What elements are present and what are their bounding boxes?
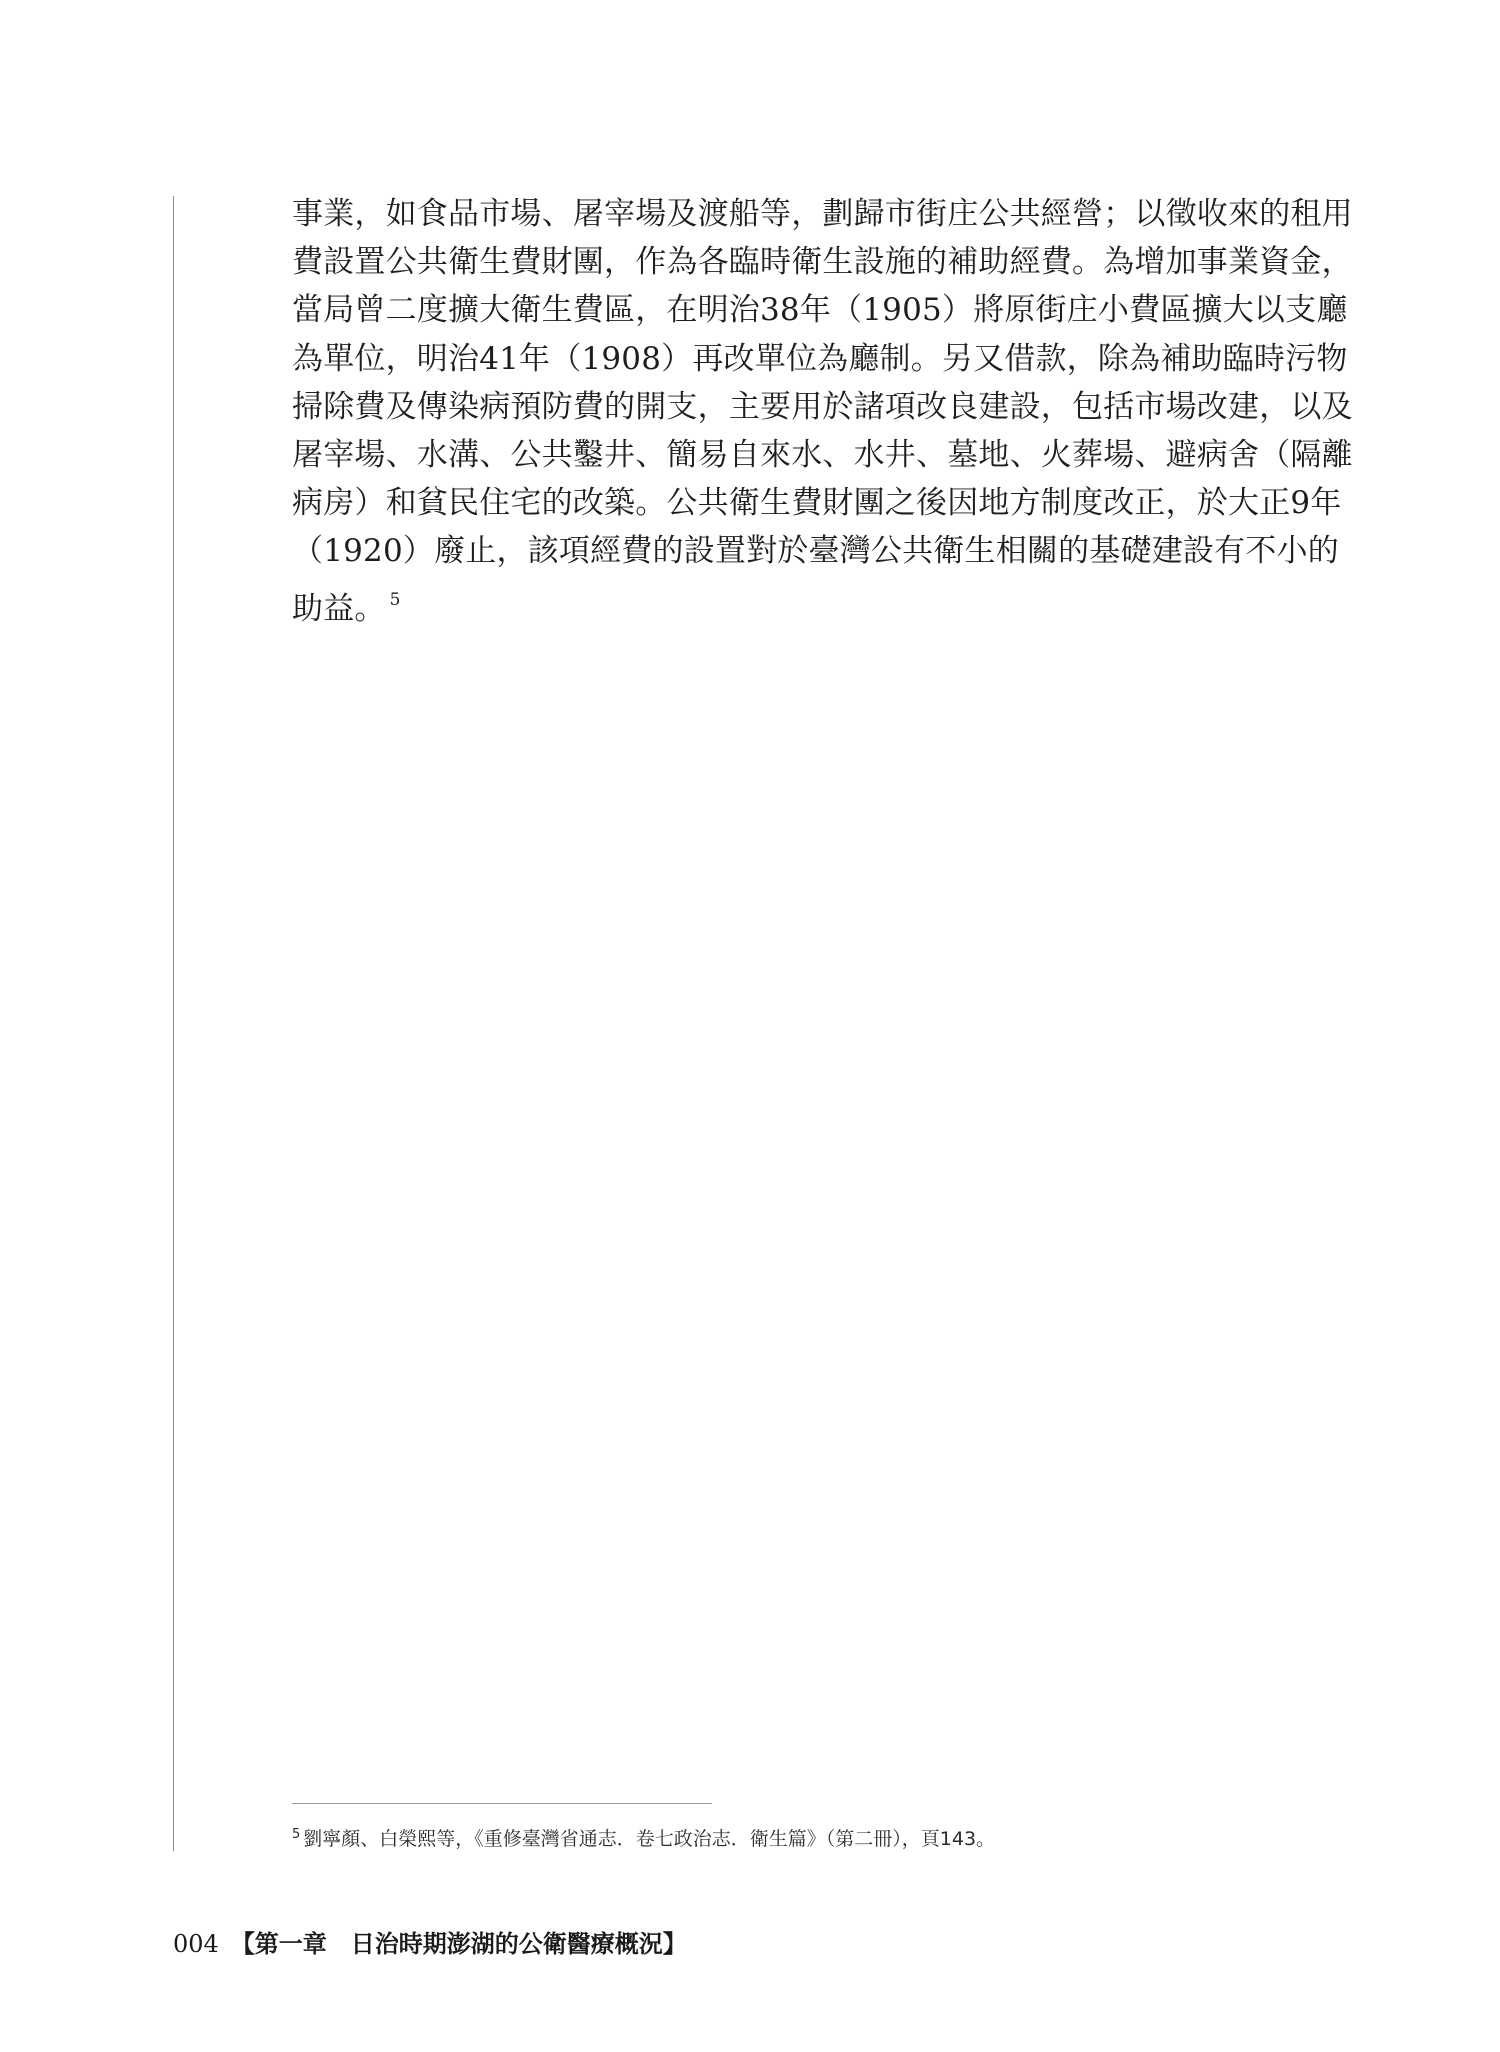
body-paragraph	[292, 190, 1353, 633]
body-line: 當局曾二度擴大衛生費區，在明治38年（1905）將原街庄小費區擴大以支廳	[292, 292, 1348, 329]
body-line: 費設置公共衛生費財團，作為各臨時衛生設施的補助經費。為增加事業資金，	[292, 244, 1353, 281]
body-line-text: 助益。	[292, 590, 386, 627]
body-line-last	[292, 576, 1310, 633]
running-footer	[173, 1927, 687, 1961]
body-line: 掃除費及傳染病預防費的開支，主要用於諸項改良建設，包括市場改建，以及	[292, 388, 1353, 425]
body-line: 屠宰場、水溝、公共鑿井、簡易自來水、水井、墓地、火葬場、避病舍（隔離	[292, 437, 1353, 474]
footnote-text: 劉寧顏、白榮熙等，《重修臺灣省通志．卷七政治志．衛生篇》（第二冊），頁143。	[303, 1828, 996, 1850]
body-line: 事業，如食品市場、屠宰場及渡船等，劃歸市街庄公共經營；以徵收來的租用	[292, 196, 1353, 232]
chapter-title: 【第一章 日治時期澎湖的公衛醫療概況】	[230, 1929, 687, 1958]
body-line: （1920）廢止，該項經費的設置對於臺灣公共衛生相關的基礎建設有不小的	[292, 533, 1339, 570]
body-line: 為單位，明治41年（1908）再改單位為廳制。另又借款，除為補助臨時污物	[292, 340, 1348, 377]
footnote-number: 5	[292, 1827, 301, 1842]
margin-rule	[173, 196, 174, 1851]
footnote	[292, 1821, 995, 1853]
footnote-reference[interactable]: 5	[389, 589, 401, 610]
footnote-separator	[292, 1803, 712, 1804]
page-number: 004	[173, 1930, 219, 1958]
body-line: 病房）和貧民住宅的改築。公共衛生費財團之後因地方制度改正，於大正9年	[292, 485, 1342, 522]
